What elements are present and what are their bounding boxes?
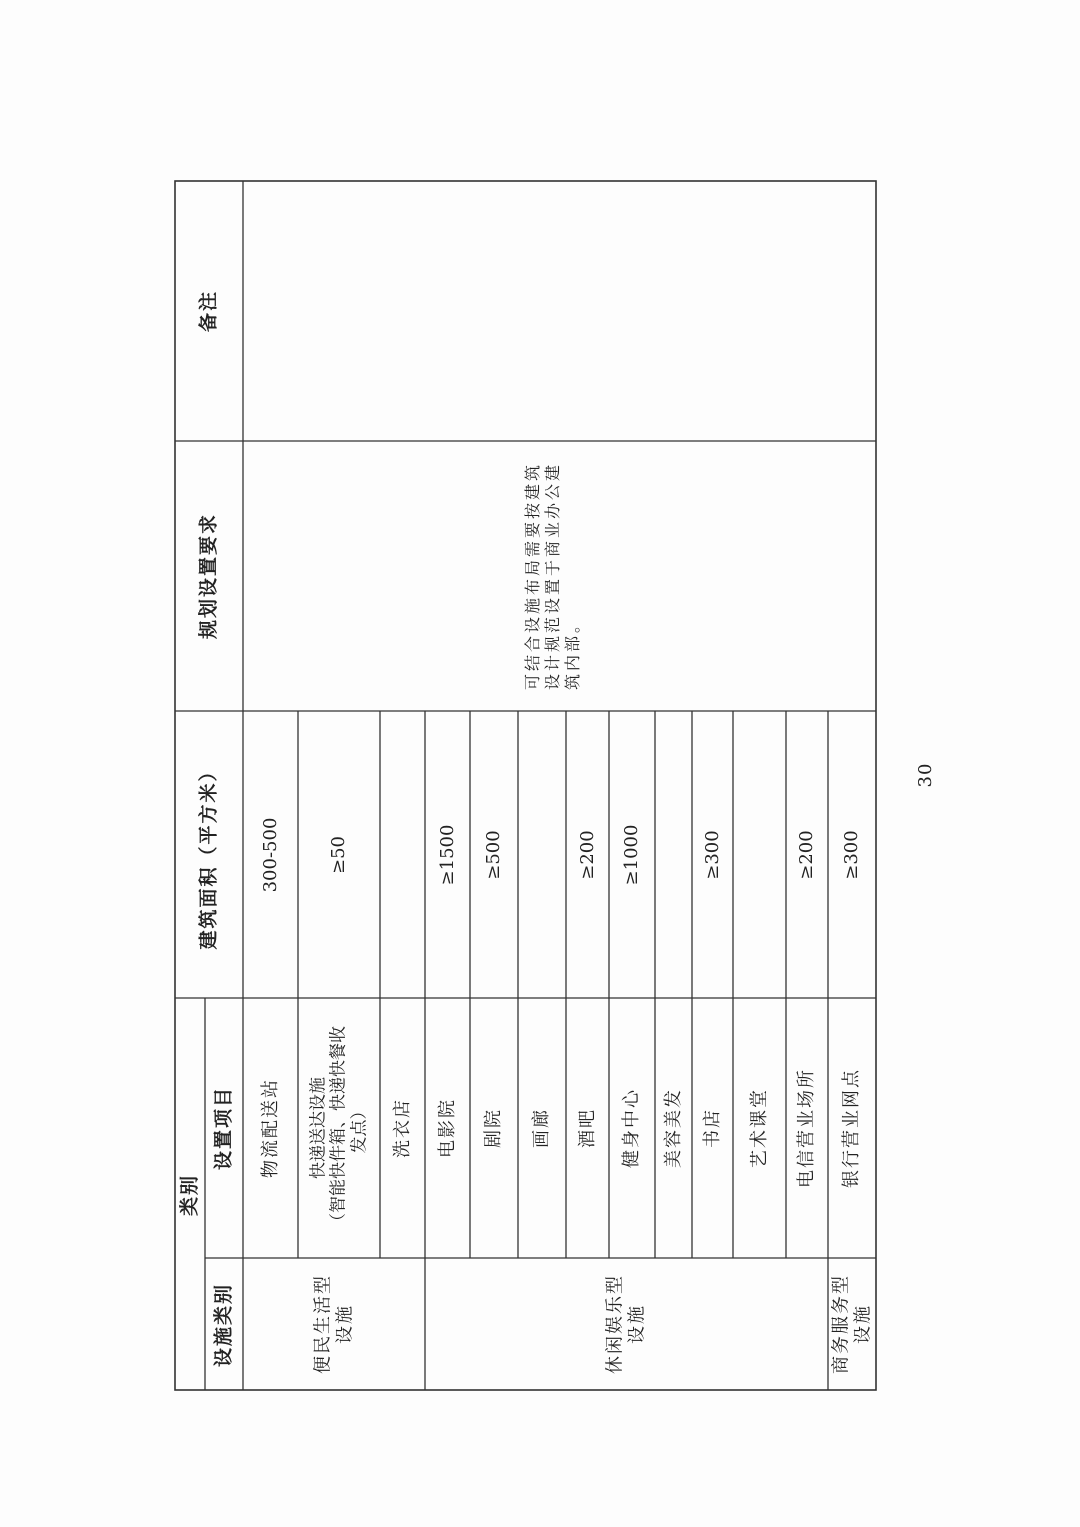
group-label-convenience: 便民生活型 设施	[312, 1274, 355, 1374]
item-cell: 艺术课堂	[749, 1088, 771, 1168]
item-cell: 剧院	[483, 1108, 505, 1148]
item-cell: 电影院	[437, 1098, 459, 1158]
item-cell: 健身中心	[621, 1088, 643, 1168]
group-label-business: 商务服务型 设施	[830, 1274, 873, 1374]
item-cell: 美容美发	[663, 1088, 685, 1168]
item-cell: 酒吧	[577, 1108, 599, 1148]
requirement-text: 可结合设施布局需要按建筑 设计规范设置于商业办公建 筑内部。	[523, 461, 582, 691]
area-cell: ≥50	[328, 836, 350, 874]
area-cell: 300-500	[260, 817, 282, 893]
header-remarks: 备注	[197, 289, 220, 333]
item-cell: 电信营业场所	[796, 1068, 818, 1188]
item-cell: 银行营业网点	[841, 1068, 863, 1188]
item-cell: 快递送达设施 （智能快件箱、快递快餐收 发点）	[308, 1026, 370, 1230]
item-cell: 洗衣店	[392, 1098, 414, 1158]
header-facility-type: 设施类别	[212, 1282, 235, 1368]
area-cell: ≥1000	[621, 824, 643, 886]
area-cell: ≥300	[702, 830, 724, 880]
area-cell: ≥1500	[437, 824, 459, 886]
item-cell: 画廊	[531, 1108, 553, 1148]
item-cell: 书店	[702, 1108, 724, 1148]
area-cell: ≥200	[577, 830, 599, 880]
area-cell: ≥300	[841, 830, 863, 880]
page-number: 30	[915, 762, 937, 788]
header-category: 类别	[178, 1173, 201, 1217]
area-cell: ≥200	[796, 830, 818, 880]
group-label-leisure: 休闲娱乐型 设施	[604, 1274, 647, 1374]
header-area: 建筑面积（平方米）	[197, 760, 220, 950]
header-item: 设置项目	[212, 1085, 235, 1171]
area-cell: ≥500	[483, 830, 505, 880]
item-cell: 物流配送站	[260, 1078, 282, 1178]
header-requirement: 规划设置要求	[197, 512, 220, 640]
